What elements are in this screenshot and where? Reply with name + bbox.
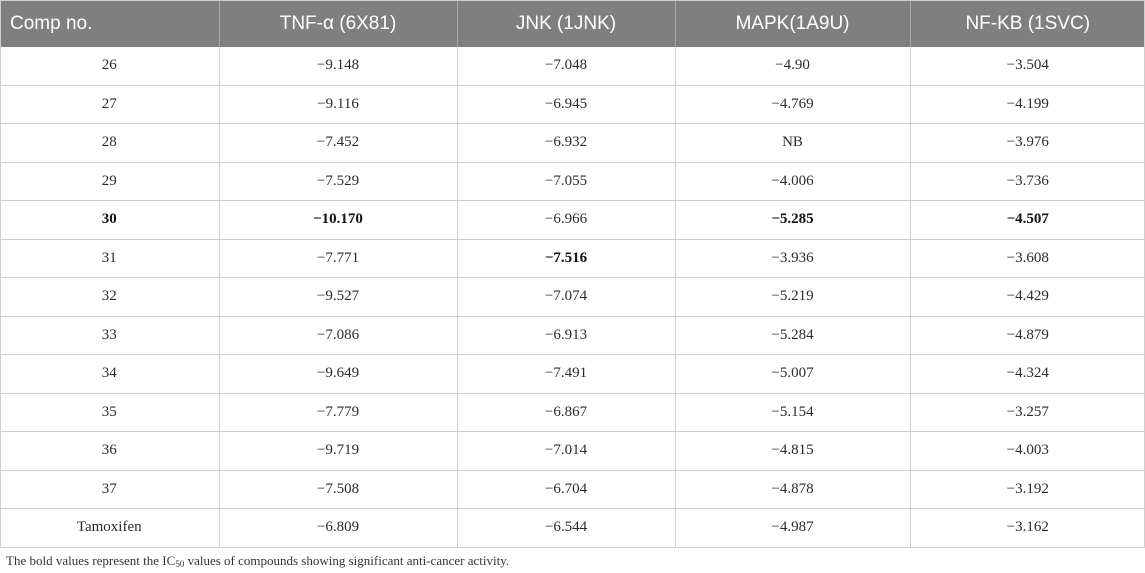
table-row: [0, 85, 1145, 124]
cell-jnk: −7.491: [457, 355, 675, 394]
cell-mapk: −4.987: [675, 509, 910, 548]
footnote-text-end: values of compounds showing significant anti-cancer activity.: [184, 553, 510, 568]
header-mapk: MAPK(1A9U): [675, 0, 910, 47]
cell-tnf-alpha: −7.086: [219, 316, 457, 355]
cell-tnf-alpha: −7.779: [219, 393, 457, 432]
table-footnote: [6, 553, 509, 569]
cell-jnk: −6.704: [457, 470, 675, 509]
cell-comp-no: 32: [0, 278, 219, 317]
cell-jnk: −6.966: [457, 201, 675, 240]
cell-nf-kb: −3.504: [910, 47, 1145, 85]
cell-mapk: −5.285: [675, 201, 910, 240]
table-row: [0, 432, 1145, 471]
table-row: [0, 509, 1145, 548]
cell-comp-no: 37: [0, 470, 219, 509]
cell-jnk: −7.516: [457, 239, 675, 278]
cell-mapk: −4.878: [675, 470, 910, 509]
cell-jnk: −6.913: [457, 316, 675, 355]
cell-mapk: −5.219: [675, 278, 910, 317]
table-header: [0, 0, 1145, 47]
cell-jnk: −6.867: [457, 393, 675, 432]
cell-comp-no: 28: [0, 124, 219, 163]
cell-nf-kb: −3.162: [910, 509, 1145, 548]
cell-tnf-alpha: −9.116: [219, 85, 457, 124]
cell-comp-no: 35: [0, 393, 219, 432]
cell-jnk: −7.014: [457, 432, 675, 471]
table-row: [0, 278, 1145, 317]
cell-mapk: −3.936: [675, 239, 910, 278]
cell-comp-no: 33: [0, 316, 219, 355]
cell-jnk: −6.932: [457, 124, 675, 163]
cell-nf-kb: −4.324: [910, 355, 1145, 394]
table-row: [0, 124, 1145, 163]
cell-comp-no: 29: [0, 162, 219, 201]
header-tnf-alpha: TNF-α (6X81): [219, 0, 457, 47]
cell-mapk: −5.284: [675, 316, 910, 355]
cell-comp-no: Tamoxifen: [0, 509, 219, 548]
table-row: [0, 355, 1145, 394]
table-row: [0, 47, 1145, 85]
cell-mapk: −4.90: [675, 47, 910, 85]
cell-jnk: −7.055: [457, 162, 675, 201]
cell-comp-no: 34: [0, 355, 219, 394]
cell-tnf-alpha: −7.452: [219, 124, 457, 163]
cell-comp-no: 26: [0, 47, 219, 85]
cell-tnf-alpha: −10.170: [219, 201, 457, 240]
header-jnk: JNK (1JNK): [457, 0, 675, 47]
table-body: [0, 47, 1145, 547]
cell-nf-kb: −4.199: [910, 85, 1145, 124]
cell-mapk: −4.006: [675, 162, 910, 201]
cell-tnf-alpha: −9.527: [219, 278, 457, 317]
cell-tnf-alpha: −7.508: [219, 470, 457, 509]
cell-jnk: −7.048: [457, 47, 675, 85]
cell-nf-kb: −3.736: [910, 162, 1145, 201]
footnote-subscript: 50: [175, 559, 185, 569]
header-comp-no: Comp no.: [0, 0, 219, 47]
cell-nf-kb: −3.257: [910, 393, 1145, 432]
cell-comp-no: 30: [0, 201, 219, 240]
table-row: [0, 393, 1145, 432]
cell-tnf-alpha: −7.529: [219, 162, 457, 201]
table-row: [0, 470, 1145, 509]
cell-comp-no: 36: [0, 432, 219, 471]
cell-tnf-alpha: −9.148: [219, 47, 457, 85]
table-row: [0, 239, 1145, 278]
cell-mapk: −5.154: [675, 393, 910, 432]
footnote-text-start: The bold values represent the IC: [6, 553, 176, 568]
cell-jnk: −6.945: [457, 85, 675, 124]
cell-nf-kb: −4.879: [910, 316, 1145, 355]
cell-mapk: −5.007: [675, 355, 910, 394]
header-row: [0, 0, 1145, 47]
cell-jnk: −7.074: [457, 278, 675, 317]
table-row: [0, 162, 1145, 201]
cell-tnf-alpha: −9.649: [219, 355, 457, 394]
cell-nf-kb: −3.608: [910, 239, 1145, 278]
cell-tnf-alpha: −7.771: [219, 239, 457, 278]
table-row: [0, 201, 1145, 240]
cell-tnf-alpha: −9.719: [219, 432, 457, 471]
table-row: [0, 316, 1145, 355]
header-nf-kb: NF-KB (1SVC): [910, 0, 1145, 47]
cell-nf-kb: −4.003: [910, 432, 1145, 471]
cell-nf-kb: −3.192: [910, 470, 1145, 509]
cell-tnf-alpha: −6.809: [219, 509, 457, 548]
cell-nf-kb: −4.429: [910, 278, 1145, 317]
cell-comp-no: 27: [0, 85, 219, 124]
cell-comp-no: 31: [0, 239, 219, 278]
cell-nf-kb: −4.507: [910, 201, 1145, 240]
cell-mapk: NB: [675, 124, 910, 163]
cell-nf-kb: −3.976: [910, 124, 1145, 163]
cell-mapk: −4.769: [675, 85, 910, 124]
cell-jnk: −6.544: [457, 509, 675, 548]
cell-mapk: −4.815: [675, 432, 910, 471]
